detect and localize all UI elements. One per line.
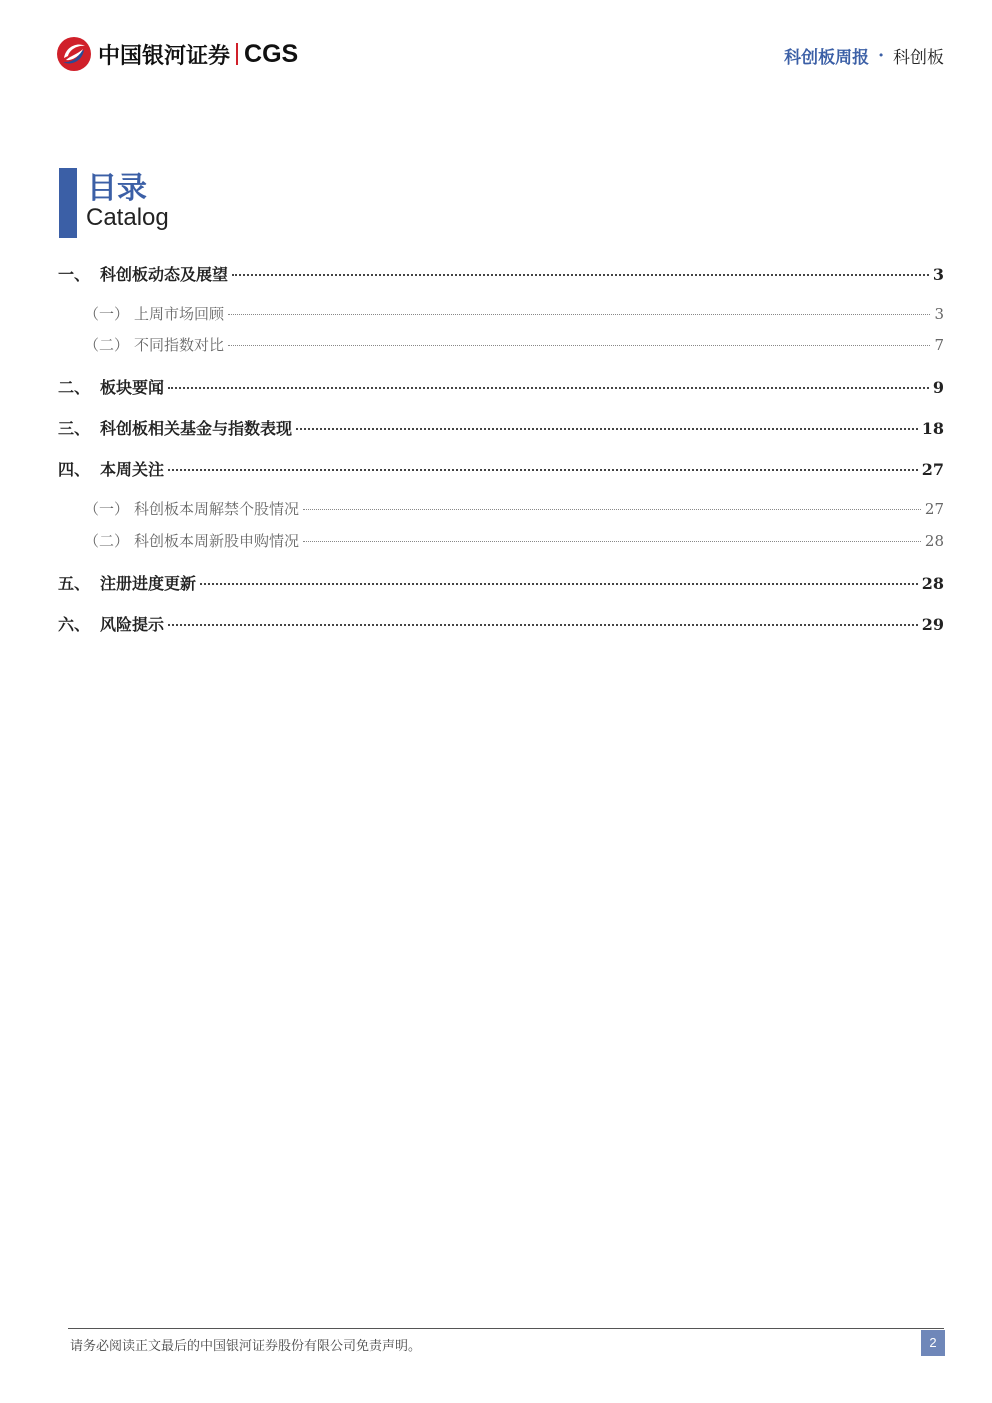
toc-dot-leader	[200, 583, 918, 585]
toc-entry-page[interactable]: 18	[921, 419, 944, 438]
toc-entry[interactable]	[58, 457, 944, 480]
toc-entry[interactable]	[58, 612, 944, 635]
toc-entry-page[interactable]: 3	[934, 305, 944, 323]
logo-divider	[236, 43, 238, 65]
toc-dot-leader	[168, 624, 918, 626]
cgs-logo-icon	[56, 36, 92, 72]
toc-entry[interactable]	[58, 375, 944, 398]
toc-entry-page[interactable]: 3	[932, 265, 944, 284]
toc-entry-page[interactable]: 27	[921, 460, 944, 479]
toc-entry[interactable]	[58, 571, 944, 594]
toc-entry-title[interactable]: 科创板动态及展望	[100, 265, 229, 284]
toc-entry-page[interactable]: 7	[934, 336, 944, 354]
toc-entry-page[interactable]: 28	[921, 574, 944, 593]
toc-dot-leader	[228, 314, 930, 315]
toc-entry-number: 三、	[58, 419, 91, 438]
toc-entry-page[interactable]: 28	[924, 532, 944, 550]
toc-entry-title[interactable]: 风险提示	[100, 615, 165, 634]
company-logo	[56, 36, 298, 72]
toc-dot-leader	[303, 541, 921, 542]
report-type-label: 科创板周报	[784, 48, 870, 68]
toc-dot-leader	[303, 509, 921, 510]
toc-entry[interactable]	[58, 262, 944, 285]
sector-label: 科创板	[893, 48, 944, 68]
toc-entry-title[interactable]: 科创板相关基金与指数表现	[100, 419, 293, 438]
toc-entry-number: 四、	[58, 460, 91, 479]
header-separator: ·	[878, 45, 884, 66]
toc-entry-page[interactable]: 29	[921, 615, 944, 634]
toc-entry[interactable]	[58, 303, 944, 324]
toc-entry-number: （二）	[84, 532, 130, 550]
logo-english-name: CGS	[244, 39, 299, 68]
toc-dot-leader	[232, 274, 929, 276]
toc-dot-leader	[168, 469, 918, 471]
logo-chinese-name: 中国银河证券	[98, 43, 231, 69]
page-header	[0, 0, 992, 110]
toc-entry-number: 二、	[58, 378, 91, 397]
toc-entry[interactable]	[58, 416, 944, 439]
toc-entry-number: 一、	[58, 265, 91, 284]
toc-dot-leader	[296, 428, 918, 430]
toc-entry-number: （一）	[84, 305, 130, 323]
toc-entry[interactable]	[58, 530, 944, 551]
toc-entry-title[interactable]: 注册进度更新	[100, 574, 197, 593]
toc-entry-number: 六、	[58, 615, 91, 634]
toc-entry-title[interactable]: 不同指数对比	[134, 336, 225, 354]
toc-entry-number: （一）	[84, 500, 130, 518]
toc-entry-title[interactable]: 板块要闻	[100, 378, 165, 397]
toc-entry-number: 五、	[58, 574, 91, 593]
toc-entry-title[interactable]: 科创板本周解禁个股情况	[134, 500, 300, 518]
toc-entry-title[interactable]: 科创板本周新股申购情况	[134, 532, 300, 550]
toc-entry-page[interactable]: 9	[932, 378, 944, 397]
toc-entry[interactable]	[58, 498, 944, 519]
toc-dot-leader	[168, 387, 929, 389]
toc-entry-number: （二）	[84, 336, 130, 354]
page-number: 2	[921, 1330, 945, 1356]
report-category	[784, 43, 944, 68]
footer-disclaimer: 请务必阅读正文最后的中国银河证券股份有限公司免责声明。	[70, 1339, 422, 1354]
toc-entry[interactable]	[58, 334, 944, 355]
toc-entry-title[interactable]: 本周关注	[100, 460, 165, 479]
toc-entry-title[interactable]: 上周市场回顾	[134, 305, 225, 323]
toc-dot-leader	[228, 345, 930, 346]
toc-entry-page[interactable]: 27	[924, 500, 944, 518]
catalog-accent-bar	[59, 168, 77, 238]
footer-divider	[68, 1328, 944, 1329]
catalog-title-chinese: 目录	[87, 171, 147, 206]
catalog-title-english: Catalog	[86, 204, 169, 231]
